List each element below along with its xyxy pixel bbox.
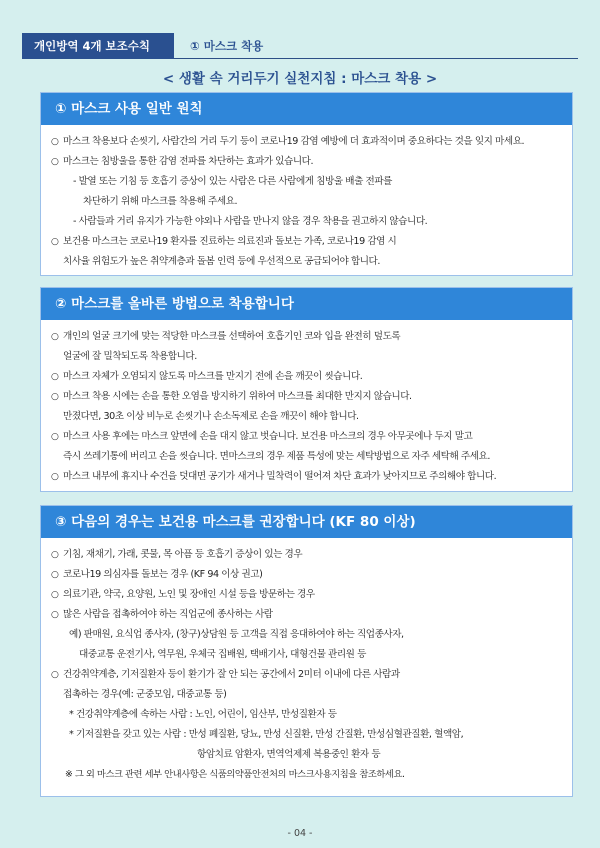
- section-title: ② 마스크를 올바른 방법으로 착용합니다: [41, 288, 572, 320]
- section-general-principles: [40, 92, 573, 276]
- section-title: ① 마스크 사용 일반 원칙: [41, 93, 572, 125]
- section-recommended-cases: [40, 505, 573, 797]
- page-number: - 04 -: [287, 828, 313, 839]
- section-body: [41, 125, 572, 272]
- list-item-text: * 건강취약계층에 속하는 사람 : 노인, 어린이, 임산부, 만성질환자 등: [69, 709, 337, 720]
- page-header: [22, 33, 578, 59]
- list-item-text: 치사율 위험도가 높은 취약계층과 돌봄 인력 등에 우선적으로 공급되어야 합니다.: [63, 256, 380, 267]
- list-item-text: 대중교통 운전기사, 역무원, 우체국 집배원, 택배기사, 대형건물 관리원 등: [79, 649, 366, 660]
- list-item-text: * 기저질환을 갖고 있는 사람 : 만성 폐질환, 당뇨, 만성 신질환, 만성 간질환, 만성심혈관질환, 혈액암,: [69, 729, 464, 740]
- bullet-item: ○ 보건용 마스크는 코로나19 환자를 진료하는 의료진과 돌보는 가족, 코로나19 감염 시: [51, 232, 564, 252]
- bullet-item: ○ 건강취약계층, 기저질환자 등이 환기가 잘 안 되는 공간에서 2미터 이내에 다른 사람과: [51, 665, 564, 685]
- list-item-text: - 발열 또는 기침 등 호흡기 증상이 있는 사람은 다른 사람에게 침방울 배출 전파를: [73, 176, 392, 187]
- section-body: [41, 538, 572, 785]
- list-item-text: 차단하기 위해 마스크를 착용해 주세요.: [83, 196, 238, 207]
- section-title: ③ 다음의 경우는 보건용 마스크를 권장합니다 (KF 80 이상): [41, 506, 572, 538]
- bullet-item: ○ 의료기관, 약국, 요양원, 노인 및 장애인 시설 등을 방문하는 경우: [51, 585, 564, 605]
- bullet-item: ○ 기침, 재채기, 가래, 콧물, 목 아픔 등 호흡기 증상이 있는 경우: [51, 545, 564, 565]
- bullet-item: ○ 마스크 사용 후에는 마스크 앞면에 손을 대지 않고 벗습니다. 보건용 마스크의 경우 아무곳에나 두지 말고: [51, 427, 564, 447]
- list-item-text: 항암치료 암환자, 면역억제제 복용중인 환자 등: [197, 749, 381, 760]
- bullet-item: ○ 마스크 착용 시에는 손을 통한 오염을 방지하기 위하여 마스크를 최대한 만지지 않습니다.: [51, 387, 564, 407]
- list-item-text: 만졌다면, 30초 이상 비누로 손씻기나 손소독제로 손을 깨끗이 해야 합니다.: [63, 411, 359, 422]
- section-proper-wearing: [40, 287, 573, 492]
- header-category-tag: 개인방역 4개 보조수칙: [22, 33, 174, 59]
- bullet-item: ○ 코로나19 의심자를 돌보는 경우 (KF 94 이상 권고): [51, 565, 564, 585]
- page-subtitle: < 생활 속 거리두기 실천지침 : 마스크 착용 >: [162, 71, 438, 87]
- section-body: [41, 320, 572, 487]
- bullet-item: ○ 개인의 얼굴 크기에 맞는 적당한 마스크를 선택하여 호흡기인 코와 입을 완전히 덮도록: [51, 327, 564, 347]
- bullet-item: ○ 마스크 자체가 오염되지 않도록 마스크를 만지기 전에 손을 깨끗이 씻습니다.: [51, 367, 564, 387]
- bullet-item: ○ 마스크 내부에 휴지나 수건을 덧대면 공기가 새거나 밀착력이 떨어져 차단 효과가 낮아지므로 주의해야 합니다.: [51, 467, 564, 487]
- list-item-text: - 사람들과 거리 유지가 가능한 야외나 사람을 만나지 않을 경우 착용을 권고하지 않습니다.: [73, 216, 428, 227]
- bullet-item: ○ 많은 사람을 접촉하여야 하는 직업군에 종사하는 사람: [51, 605, 564, 625]
- reference-note: ※ 그 외 마스크 관련 세부 안내사항은 식품의약품안전처의 마스크사용지침을 참조하세요.: [65, 769, 405, 780]
- list-item-text: 즉시 쓰레기통에 버리고 손을 씻습니다. 면마스크의 경우 제품 특성에 맞는 세탁방법으로 자주 세탁해 주세요.: [63, 451, 490, 462]
- bullet-item: ○ 마스크는 침방울을 통한 감염 전파를 차단하는 효과가 있습니다.: [51, 152, 564, 172]
- list-item-text: 얼굴에 잘 밀착되도록 착용합니다.: [63, 351, 197, 362]
- list-item-text: 예) 판매원, 요식업 종사자, (창구)상담원 등 고객을 직접 응대하여야 하는 직업종사자,: [69, 629, 404, 640]
- bullet-item: ○ 마스크 착용보다 손씻기, 사람간의 거리 두기 등이 코로나19 감염 예방에 더 효과적이며 중요하다는 것을 잊지 마세요.: [51, 132, 564, 152]
- list-item-text: 접촉하는 경우(예: 군중모임, 대중교통 등): [63, 689, 227, 700]
- header-section-title: ① 마스크 착용: [190, 39, 264, 53]
